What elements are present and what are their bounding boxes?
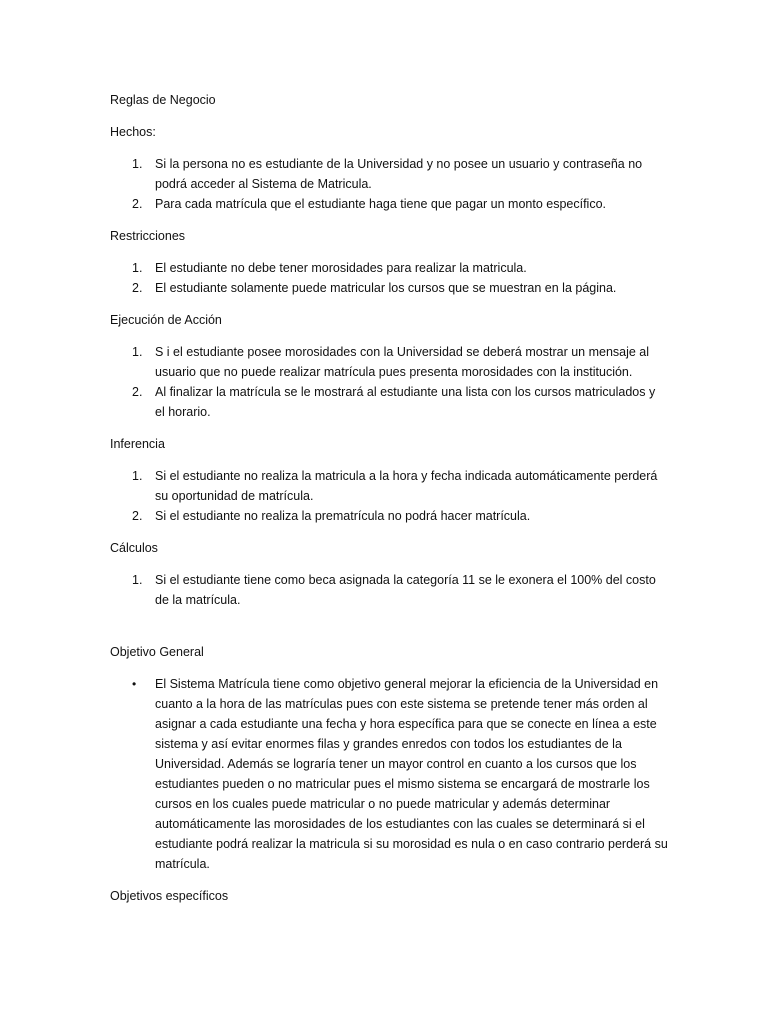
list-item [110,570,668,610]
list-item-text: Al finalizar la matrícula se le mostrará al estudiante una lista con los cursos matriculados y el horario. [155,385,656,419]
list-number: 1. [132,157,143,171]
list-number: 1. [132,469,143,483]
list-item-text: Si el estudiante no realiza la prematrícula no podrá hacer matrícula. [155,509,531,523]
list-number: 2. [132,281,143,295]
list-number: 2. [132,197,143,211]
document-title: Reglas de Negocio [110,93,216,107]
section-heading-hechos: Hechos: [110,125,156,139]
list-item [110,466,668,506]
list-item [110,506,668,526]
list-number: 2. [132,385,143,399]
spacer [110,622,668,642]
list-number: 1. [132,261,143,275]
ejecucion-list [110,342,668,422]
section-heading-objetivos-especificos: Objetivos específicos [110,889,229,903]
section-heading-objetivo-general: Objetivo General [110,645,204,659]
section-heading-inferencia: Inferencia [110,437,165,451]
section-heading-restricciones: Restricciones [110,229,186,243]
list-item [110,194,668,214]
list-item [110,278,668,298]
objetivo-general-list [110,674,668,874]
list-item [110,342,668,382]
list-number: 1. [132,573,143,587]
list-item-text: Si el estudiante tiene como beca asignada la categoría 11 se le exonera el 100% del costo de la matrícula. [155,573,656,607]
bullet-icon: • [132,677,137,691]
list-number: 2. [132,509,143,523]
list-number: 1. [132,345,143,359]
restricciones-list [110,258,668,298]
inferencia-list [110,466,668,526]
list-item-text: El estudiante no debe tener morosidades para realizar la matricula. [155,261,527,275]
hechos-list [110,154,668,214]
calculos-list [110,570,668,610]
list-item-text: Para cada matrícula que el estudiante haga tiene que pagar un monto específico. [155,197,606,211]
list-item-text: El estudiante solamente puede matricular los cursos que se muestran en la página. [155,281,617,295]
list-item-text: Si el estudiante no realiza la matricula a la hora y fecha indicada automáticamente perderá su oportunidad de matrícula. [155,469,658,503]
section-heading-ejecucion: Ejecución de Acción [110,313,222,327]
list-item [110,258,668,278]
list-item [110,674,668,874]
list-item-text: El Sistema Matrícula tiene como objetivo general mejorar la eficiencia de la Universidad en cuanto a la hora de las matrículas pues con este sistema se pretende tener más orden al asignar a cada estudiante una fecha y hora específica para que se conecte en línea a este sistema y así evitar enormes filas y grandes enredos con todos los estudiantes de la Universidad. Además se lograría tener un mayor control en cuanto a los cursos que los estudiantes pueden o no matricular pues el mismo sistema se encargará de mostrarle los cursos en los cuales puede matricular o no puede matricular y además determinar automáticamente las morosidades de los estudiantes con las cuales se determinará si el estudiante podrá realizar la matricula si su morosidad es nula o en caso contrario perderá su matrícula. [155,677,668,871]
list-item-text: Si la persona no es estudiante de la Universidad y no posee un usuario y contraseña no podrá acceder al Sistema de Matricula. [155,157,643,191]
list-item-text: S i el estudiante posee morosidades con la Universidad se deberá mostrar un mensaje al usuario que no puede realizar matrícula pues presenta morosidades con la institución. [155,345,650,379]
list-item [110,154,668,194]
section-heading-calculos: Cálculos [110,541,158,555]
list-item [110,382,668,422]
